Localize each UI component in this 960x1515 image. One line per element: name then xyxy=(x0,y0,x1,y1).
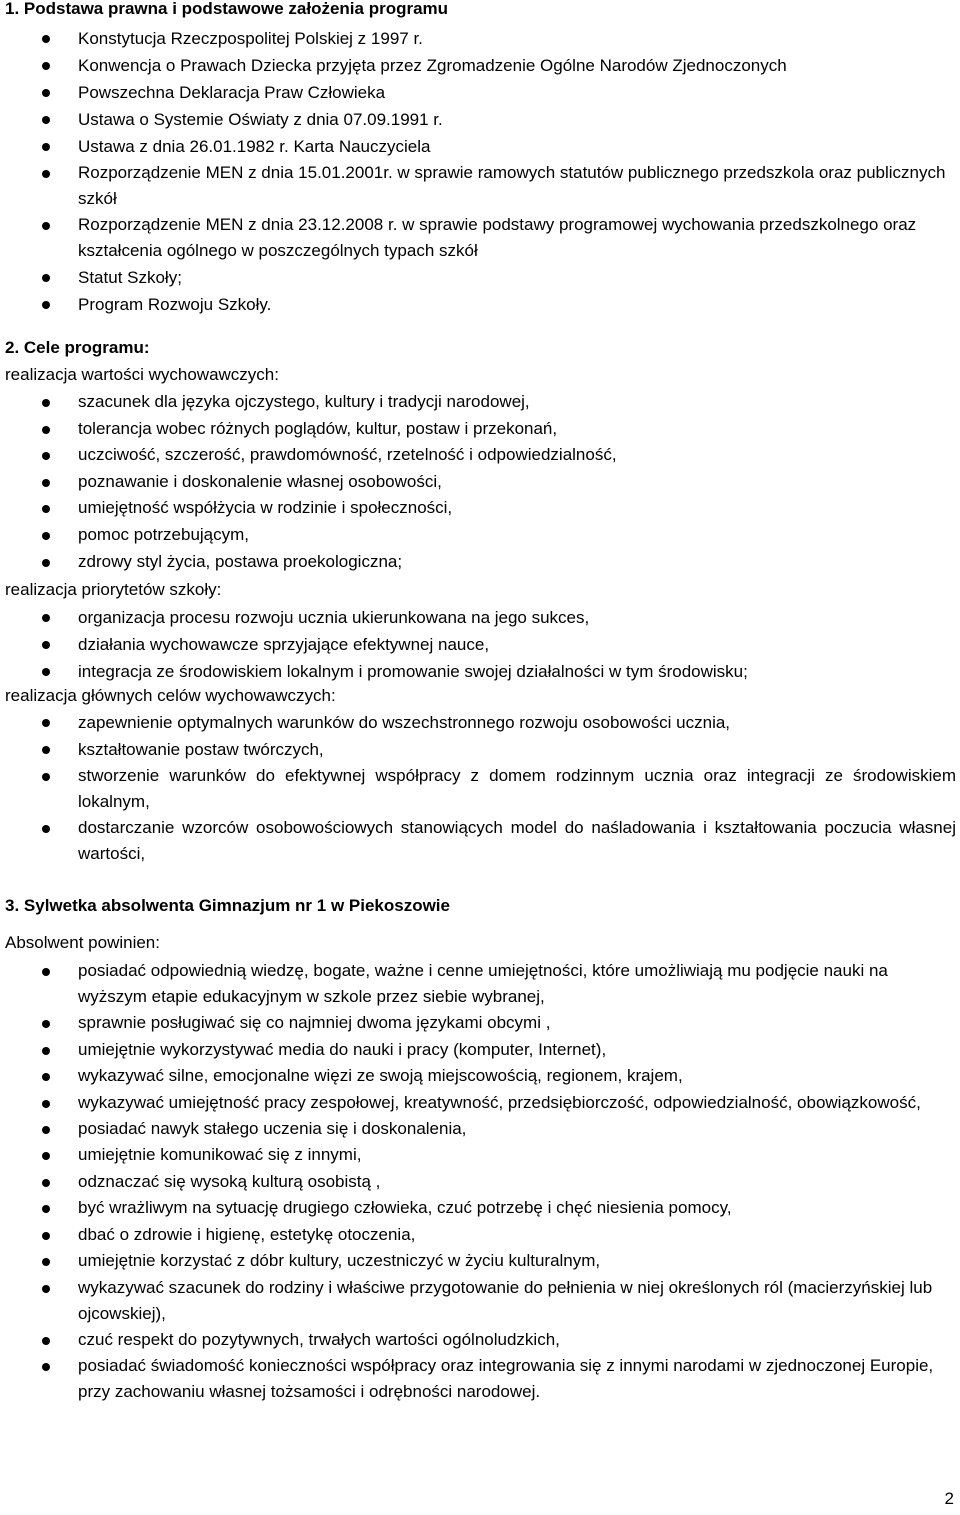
section-heading-legal-basis: 1. Podstawa prawna i podstawowe założenia programu xyxy=(5,0,449,18)
list-item: uczciwość, szczerość, prawdomówność, rzetelność i odpowiedzialność, xyxy=(0,442,960,469)
list-item: tolerancja wobec różnych poglądów, kultur, postaw i przekonań, xyxy=(0,416,960,443)
list-item: Statut Szkoły; xyxy=(0,264,960,291)
list-item: czuć respekt do pozytywnych, trwałych wartości ogólnoludzkich, xyxy=(0,1327,960,1354)
list-item: wykazywać szacunek do rodziny i właściwe przygotowanie do pełnienia w niej określonych ról (macierzyńskiej lub ojcowskiej), xyxy=(0,1275,960,1327)
list-item: Rozporządzenie MEN z dnia 23.12.2008 r. w sprawie podstawy programowej wychowania przedszkolnego oraz kształcenia ogólnego w poszczególnych typach szkół xyxy=(0,212,960,264)
priorities-list xyxy=(0,604,960,685)
priorities-subheading: realizacja priorytetów szkoły: xyxy=(5,580,222,599)
list-item: Ustawa o Systemie Oświaty z dnia 07.09.1991 r. xyxy=(0,106,960,133)
list-item: dbać o zdrowie i higienę, estetykę otoczenia, xyxy=(0,1222,960,1249)
list-item: umiejętnie komunikować się z innymi, xyxy=(0,1142,960,1169)
list-item: sprawnie posługiwać się co najmniej dwoma językami obcymi , xyxy=(0,1010,960,1037)
list-item: Konstytucja Rzeczpospolitej Polskiej z 1997 r. xyxy=(0,25,960,52)
list-item: umiejętnie wykorzystywać media do nauki i pracy (komputer, Internet), xyxy=(0,1037,960,1064)
list-item: Powszechna Deklaracja Praw Człowieka xyxy=(0,79,960,106)
page-number: 2 xyxy=(944,1489,954,1508)
list-item: posiadać świadomość konieczności współpracy oraz integrowania się z innymi narodami w zjednoczonej Europie, przy zachowaniu własnej tożsamości i odrębności narodowej. xyxy=(0,1353,960,1405)
section-heading-program-goals: 2. Cele programu: xyxy=(5,338,150,357)
list-item: dostarczanie wzorców osobowościowych stanowiących model do naśladowania i kształtowania poczucia własnej wartości, xyxy=(0,815,960,867)
list-item: umiejętność współżycia w rodzinie i społeczności, xyxy=(0,495,960,522)
section-heading-graduate-profile: 3. Sylwetka absolwenta Gimnazjum nr 1 w Piekoszowie xyxy=(5,896,450,915)
goals-list xyxy=(0,709,960,867)
list-item: Ustawa z dnia 26.01.1982 r. Karta Nauczyciela xyxy=(0,133,960,160)
list-item: szacunek dla języka ojczystego, kultury i tradycji narodowej, xyxy=(0,389,960,416)
list-item: umiejętnie korzystać z dóbr kultury, uczestniczyć w życiu kulturalnym, xyxy=(0,1248,960,1275)
list-item: pomoc potrzebującym, xyxy=(0,522,960,549)
legal-basis-list xyxy=(0,25,960,318)
list-item: odznaczać się wysoką kulturą osobistą , xyxy=(0,1169,960,1196)
list-item: Konwencja o Prawach Dziecka przyjęta przez Zgromadzenie Ogólne Narodów Zjednoczonych xyxy=(0,52,960,79)
list-item: Program Rozwoju Szkoły. xyxy=(0,291,960,318)
list-item: wykazywać silne, emocjonalne więzi ze swoją miejscowością, regionem, krajem, xyxy=(0,1063,960,1090)
list-item: poznawanie i doskonalenie własnej osobowości, xyxy=(0,469,960,496)
list-item: posiadać odpowiednią wiedzę, bogate, ważne i cenne umiejętności, które umożliwiają mu podjęcie nauki na wyższym etapie edukacyjnym w szkole przez siebie wybranej, xyxy=(0,958,960,1010)
list-item: Rozporządzenie MEN z dnia 15.01.2001r. w sprawie ramowych statutów publicznego przedszkola oraz publicznych szkół xyxy=(0,160,960,212)
list-item: organizacja procesu rozwoju ucznia ukierunkowana na jego sukces, xyxy=(0,604,960,631)
list-item: być wrażliwym na sytuację drugiego człowieka, czuć potrzebę i chęć niesienia pomocy, xyxy=(0,1195,960,1222)
values-list xyxy=(0,389,960,575)
graduate-intro: Absolwent powinien: xyxy=(5,933,160,952)
list-item: działania wychowawcze sprzyjające efektywnej nauce, xyxy=(0,631,960,658)
list-item: wykazywać umiejętność pracy zespołowej, kreatywność, przedsiębiorczość, odpowiedzialność, obowiązkowość, xyxy=(0,1090,960,1116)
list-item: posiadać nawyk stałego uczenia się i doskonalenia, xyxy=(0,1116,960,1143)
goals-subheading: realizacja głównych celów wychowawczych: xyxy=(5,686,336,705)
values-subheading: realizacja wartości wychowawczych: xyxy=(5,365,279,384)
list-item: kształtowanie postaw twórczych, xyxy=(0,736,960,763)
list-item: zapewnienie optymalnych warunków do wszechstronnego rozwoju osobowości ucznia, xyxy=(0,709,960,736)
list-item: zdrowy styl życia, postawa proekologiczna; xyxy=(0,549,960,576)
graduate-profile-list xyxy=(0,958,960,1405)
list-item: stworzenie warunków do efektywnej współpracy z domem rodzinnym ucznia oraz integracji ze środowiskiem lokalnym, xyxy=(0,763,960,815)
list-item: integracja ze środowiskiem lokalnym i promowanie swojej działalności w tym środowisku; xyxy=(0,658,960,685)
